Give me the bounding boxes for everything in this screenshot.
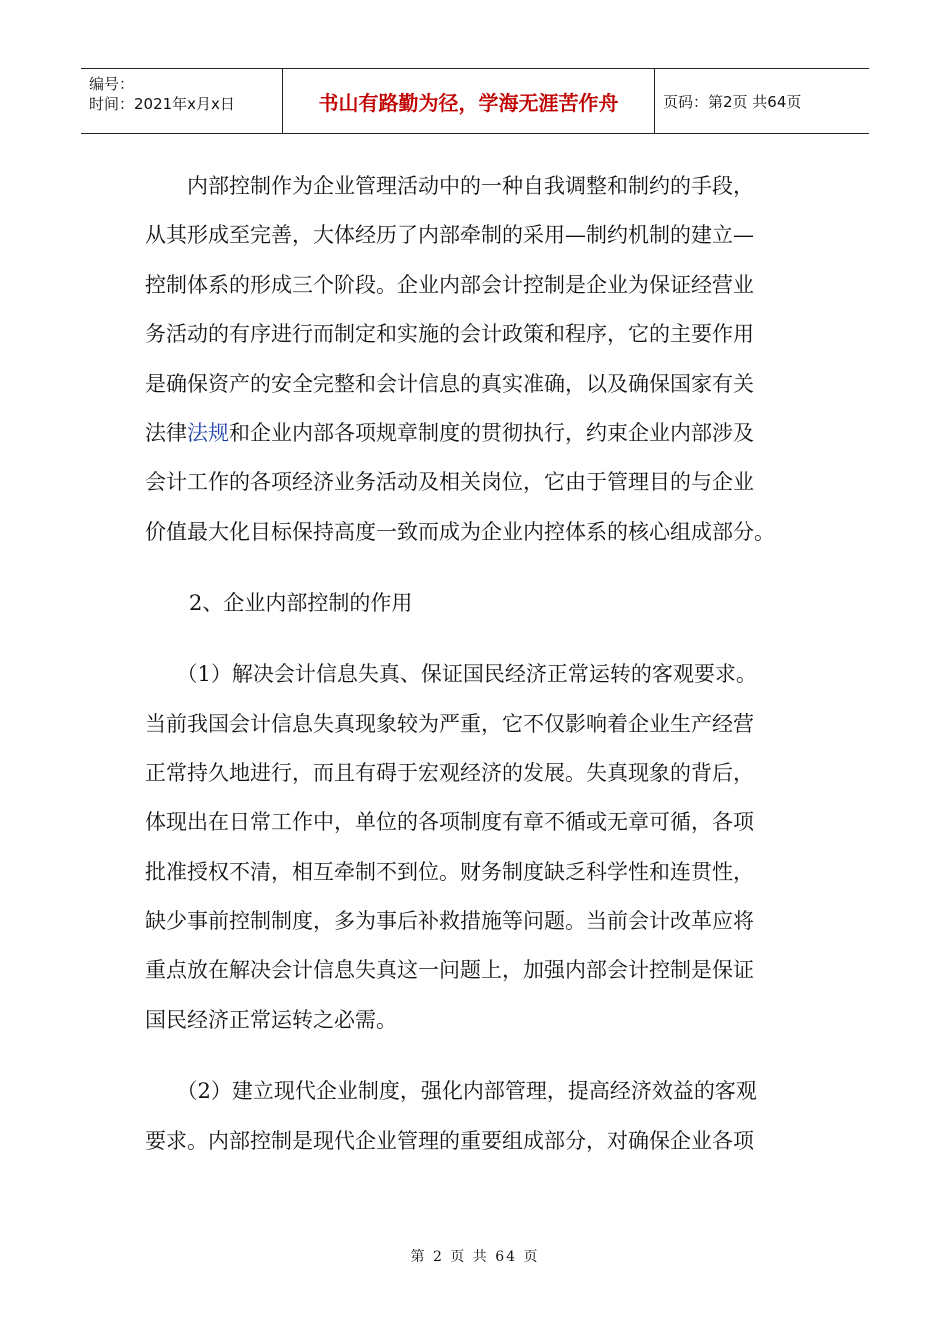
text-line: 内部控制作为企业管理活动中的一种自我调整和制约的手段， [145, 174, 754, 198]
header-motto: 书山有路勤为径，学海无涯苦作舟 [283, 69, 655, 133]
text-line: 国民经济正常运转之必需。 [145, 1007, 397, 1032]
page-header [81, 68, 869, 134]
page-footer: 第 2 页 共 64 页 [410, 1249, 540, 1265]
text-line: 价值最大化目标保持高度一致而成为企业内控体系的核心组成部分。 [145, 519, 775, 544]
spacer [145, 557, 825, 579]
section-heading: 2、企业内部控制的作用 [189, 591, 413, 616]
document-body [145, 162, 825, 1166]
paragraph-point-1 [145, 650, 825, 1045]
text-line: 批准授权不清，相互牵制不到位。财务制度缺乏科学性和连贯性， [145, 859, 754, 884]
text-line: 会计工作的各项经济业务活动及相关岗位，它由于管理目的与企业 [145, 470, 754, 495]
document-time-label: 时间：2021年x月x日 [89, 95, 235, 113]
spacer [145, 1045, 825, 1067]
header-page-info: 页码：第2页 共64页 [663, 92, 802, 111]
text-line: 当前我国会计信息失真现象较为严重，它不仅影响着企业生产经营 [145, 711, 754, 736]
spacer [145, 628, 825, 650]
text-line-with-link [145, 409, 825, 458]
text-line: 体现出在日常工作中，单位的各项制度有章不循或无章可循，各项 [145, 810, 754, 835]
text-line: （1）解决会计信息失真、保证国民经济正常运转的客观要求。 [145, 662, 757, 687]
text-line: 控制体系的形成三个阶段。企业内部会计控制是企业为保证经营业 [145, 272, 754, 297]
text-line: 从其形成至完善，大体经历了内部牵制的采用—制约机制的建立— [145, 223, 754, 248]
text-line: 是确保资产的安全完整和会计信息的真实准确，以及确保国家有关 [145, 371, 754, 396]
document-number-label: 编号： [89, 75, 135, 93]
text-line: 务活动的有序进行而制定和实施的会计政策和程序，它的主要作用 [145, 322, 754, 347]
header-meta [81, 69, 283, 133]
text-line: 缺少事前控制制度，多为事后补救措施等问题。当前会计改革应将 [145, 909, 754, 934]
paragraph-intro [145, 162, 825, 557]
text-segment: 和企业内部各项规章制度的贯彻执行，约束企业内部涉及 [229, 420, 754, 445]
text-segment: 法律 [145, 420, 187, 445]
text-line: 重点放在解决会计信息失真这一问题上，加强内部会计控制是保证 [145, 958, 754, 983]
paragraph-point-2 [145, 1067, 825, 1166]
text-line: 要求。内部控制是现代企业管理的重要组成部分，对确保企业各项 [145, 1128, 754, 1153]
regulations-link[interactable]: 法规 [187, 420, 229, 445]
text-line: （2）建立现代企业制度，强化内部管理，提高经济效益的客观 [145, 1079, 757, 1104]
text-line: 正常持久地进行，而且有碍于宏观经济的发展。失真现象的背后， [145, 760, 754, 785]
